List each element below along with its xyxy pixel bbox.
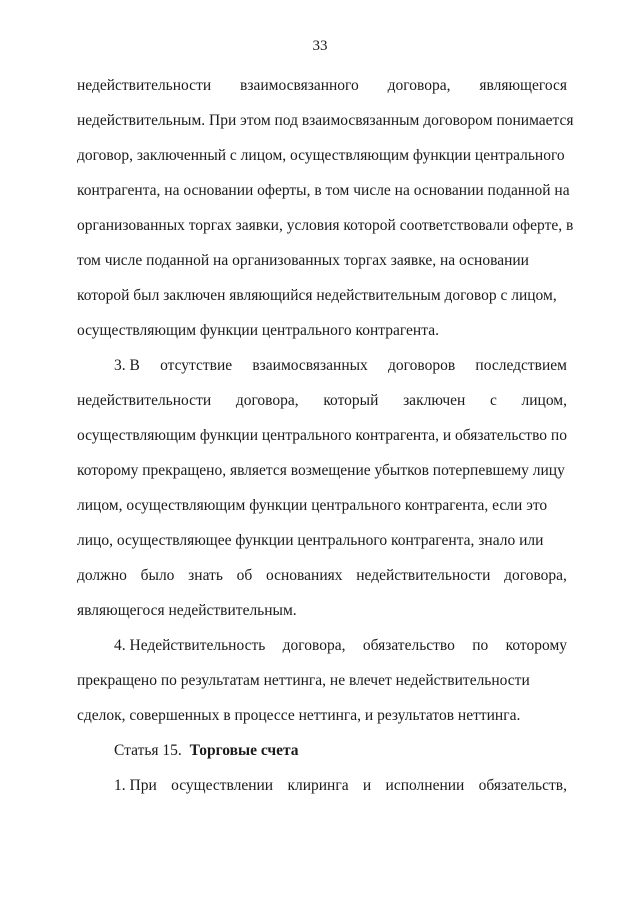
word: знать: [188, 567, 223, 584]
word: взаимосвязанного: [240, 77, 359, 94]
article-label: Статья 15.: [114, 742, 182, 759]
word: взаимосвязанных: [252, 357, 368, 374]
page-number: 33: [312, 38, 328, 54]
word: исполнении: [385, 777, 465, 794]
word: по: [472, 637, 489, 654]
word: договора,: [387, 77, 451, 94]
word: обязательств,: [478, 777, 567, 794]
paragraph-2-line-7: [77, 566, 567, 586]
paragraph-3-line-2: прекращено по результатам неттинга, не влечет недействительности: [77, 672, 530, 689]
word: отсутствие: [160, 357, 233, 374]
word: являющегося: [479, 77, 567, 94]
paragraph-2-line-8: являющегося недействительным.: [77, 602, 297, 619]
paragraph-2-line-2: [77, 391, 567, 411]
word: клиринга: [287, 777, 349, 794]
word: договора,: [282, 637, 346, 654]
word: недействительности: [356, 567, 491, 584]
word: 1. При: [114, 777, 157, 794]
word: которому: [505, 637, 567, 654]
paragraph-2-line-4: которому прекращено, является возмещение убытков потерпевшему лицу: [77, 462, 565, 479]
word: было: [140, 567, 175, 584]
paragraph-3-line-1: [114, 636, 567, 656]
word: 3. В: [114, 357, 140, 374]
paragraph-2-line-6: лицо, осуществляющее функции центрального контрагента, знало или: [77, 532, 544, 549]
paragraph-1-line-2: недействительным. При этом под взаимосвязанным договором понимается: [77, 112, 574, 129]
word: 4. Недействительность: [114, 637, 266, 654]
article-heading: [114, 741, 299, 761]
paragraph-1-line-8: осуществляющим функции центрального контрагента.: [77, 322, 439, 339]
paragraph-1-line-3: договор, заключенный с лицом, осуществляющим функции центрального: [77, 147, 565, 164]
word: договора,: [504, 567, 567, 584]
word: который: [323, 392, 379, 409]
paragraph-1-line-4: контрагента, на основании оферты, в том числе на основании поданной на: [77, 182, 570, 199]
word: недействительности: [77, 77, 212, 94]
word: об: [236, 567, 253, 584]
word: осуществлении: [171, 777, 274, 794]
paragraph-2-line-3: осуществляющим функции центрального контрагента, и обязательство по: [77, 427, 567, 444]
word: последствием: [475, 357, 567, 374]
paragraph-1-line-1: [77, 76, 567, 96]
word: с: [489, 392, 497, 409]
paragraph-2-line-1: [114, 356, 567, 376]
word: и: [362, 777, 372, 794]
word: договора,: [235, 392, 299, 409]
word: заключен: [403, 392, 466, 409]
word: договоров: [388, 357, 456, 374]
word: основаниях: [265, 567, 343, 584]
paragraph-1-line-6: том числе поданной на организованных торгах заявке, на основании: [77, 252, 529, 269]
word: недействительности: [77, 392, 212, 409]
paragraph-1-line-5: организованных торгах заявки, условия которой соответствовали оферте, в: [77, 217, 574, 234]
word: должно: [77, 567, 127, 584]
paragraph-3-line-3: сделок, совершенных в процессе неттинга, и результатов неттинга.: [77, 707, 521, 724]
paragraph-4-line-1: [114, 776, 567, 796]
word: лицом,: [521, 392, 567, 409]
paragraph-1-line-7: которой был заключен являющийся недействительным договор с лицом,: [77, 287, 557, 304]
word: обязательство: [362, 637, 455, 654]
paragraph-2-line-5: лицом, осуществляющим функции центрального контрагента, если это: [77, 497, 548, 514]
article-title: Торговые счета: [189, 742, 299, 759]
